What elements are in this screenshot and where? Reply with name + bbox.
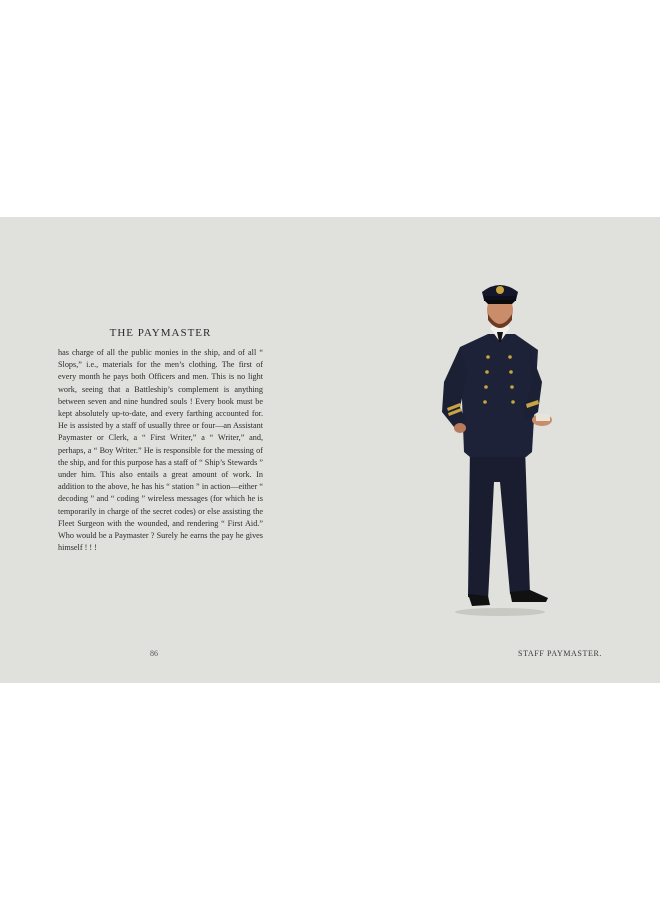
trousers	[468, 447, 530, 600]
chapter-heading: THE PAYMASTER	[109, 327, 212, 339]
body-paragraph: has charge of all the public monies in the ship, and of all “ Slops,” i.e., materials for the men’s clothing. The first of every month he pays both Officers and men. This is no light work, seeing that a Battleship’s complement is anything between seven and nine hundred souls ! Every book must be kept absolutely up-to-date, and every farthing accounted for. He is assisted by a staff of usually three or four—an Assistant Paymaster or Clerk, a “ First Writer,” a “ Writer,” and, perhaps, a “ Boy Writer.” He is responsible for the messing of the ship, and for this purpose has a staff of “ Ship’s Stewards ” under him. This also entails a great amount of work. In addition to the above, he has his “ station ” in action—either “ decoding ” and “ coding ” wireless messages (for which he is temporarily in charge of the secret codes) or else assisting the Fleet Surgeon with the wounded, and rendering “ First Aid.” Who would be a Paymaster ? Surely he earns the pay he gives himself ! ! !	[58, 348, 263, 553]
right-shoe	[510, 590, 548, 602]
illustration-caption: STAFF PAYMASTER.	[518, 649, 602, 658]
paymaster-illustration	[430, 272, 560, 622]
left-page	[0, 217, 330, 683]
cap-peak	[484, 300, 516, 304]
cap-badge	[496, 286, 504, 294]
page-number: 86	[150, 649, 158, 658]
frock-coat	[460, 334, 538, 457]
figure-shadow	[455, 608, 545, 616]
left-hand	[454, 423, 466, 433]
book-spread	[0, 217, 660, 683]
papers	[536, 414, 550, 421]
right-page	[330, 217, 660, 683]
